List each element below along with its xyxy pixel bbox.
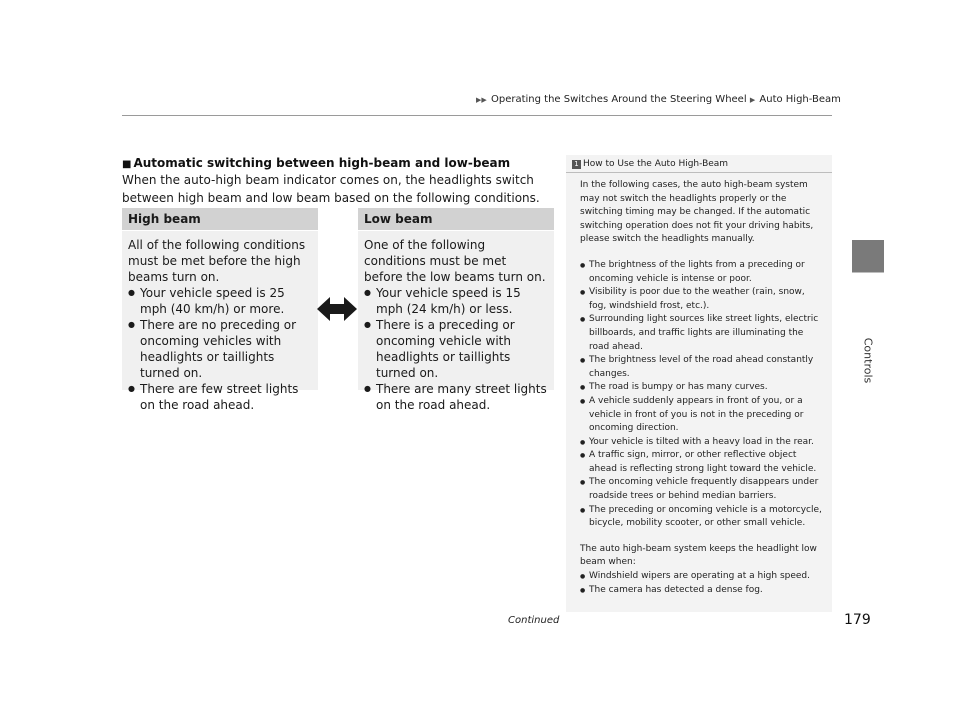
list-item: ● A vehicle suddenly appears in front of you, or a vehicle in front of you is not in the preceding or oncoming direction. — [580, 395, 822, 436]
list-item: ● The brightness level of the road ahead constantly changes. — [580, 354, 822, 381]
header-divider — [122, 115, 832, 116]
notes-title: How to Use the Auto High-Beam — [583, 159, 729, 169]
list-item: ● Surrounding light sources like street lights, electric billboards, and traffic lights are illuminating the road ahead. — [580, 313, 822, 354]
list-item: ● There are no preceding or oncoming vehicles with headlights or taillights turned on. — [128, 317, 312, 381]
breadcrumb-arrow-icon: ▶ — [749, 96, 756, 104]
list-item: ● Windshield wipers are operating at a high speed. — [580, 570, 822, 584]
section-heading-text: Automatic switching between high-beam and low-beam — [133, 156, 511, 170]
list-item: ● The camera has detected a dense fog. — [580, 584, 822, 598]
notes-outro: The auto high-beam system keeps the headlight low beam when: — [580, 543, 817, 568]
low-beam-lead: One of the following conditions must be met before the low beams turn on. — [364, 238, 546, 284]
page-number: 179 — [844, 612, 871, 628]
list-item: ● Your vehicle speed is 25 mph (40 km/h) or more. — [128, 285, 312, 317]
high-beam-list — [128, 285, 312, 413]
list-item: ● There are few street lights on the road ahead. — [128, 381, 312, 413]
chapter-label-text: Controls — [861, 337, 875, 383]
high-beam-conditions — [122, 231, 318, 412]
chapter-tab — [852, 240, 884, 272]
breadcrumb-arrow-icon: ▶▶ — [476, 96, 487, 104]
notes-list — [580, 259, 822, 531]
list-item: ● A traffic sign, mirror, or other reflective object ahead is reflecting strong light toward the vehicle. — [580, 449, 822, 476]
notes-outro-list — [580, 570, 822, 597]
breadcrumb-topic[interactable]: Auto High-Beam — [759, 94, 841, 105]
notes-content — [566, 173, 832, 597]
notes-header[interactable] — [566, 155, 832, 173]
list-item: ● There are many street lights on the road ahead. — [364, 381, 548, 413]
high-beam-header — [122, 208, 318, 230]
section-heading — [122, 156, 510, 170]
list-item: ● Your vehicle speed is 15 mph (24 km/h) or less. — [364, 285, 548, 317]
list-item: ● The road is bumpy or has many curves. — [580, 381, 822, 395]
notes-intro: In the following cases, the auto high-beam system may not switch the headlights properly or the switching timing may be changed. If the automatic switching operation does not fit your driving habits, please switch the headlights manually. — [580, 180, 814, 245]
continued-label: Continued — [508, 615, 560, 626]
list-item: ● The brightness of the lights from a preceding or oncoming vehicle is intense or poor. — [580, 259, 822, 286]
breadcrumb-section[interactable]: Operating the Switches Around the Steering Wheel — [490, 94, 747, 105]
section-intro: When the auto-high beam indicator comes on, the headlights switch between high beam and low beam based on the following conditions. — [122, 173, 540, 205]
high-beam-lead: All of the following conditions must be met before the high beams turn on. — [128, 238, 306, 284]
list-item: ● Your vehicle is tilted with a heavy load in the rear. — [580, 436, 822, 450]
list-item: ● Visibility is poor due to the weather (rain, snow, fog, windshield frost, etc.). — [580, 286, 822, 313]
square-bullet-icon: ■ — [122, 159, 132, 170]
chapter-label — [862, 330, 874, 390]
chapter-tab-divider — [852, 272, 884, 273]
notes-panel — [566, 155, 832, 612]
note-number-icon: 1 — [572, 160, 581, 169]
double-arrow-icon — [317, 296, 357, 322]
high-beam-title: High beam — [128, 212, 201, 226]
low-beam-title: Low beam — [364, 212, 433, 226]
low-beam-conditions — [358, 231, 554, 412]
list-item: ● The oncoming vehicle frequently disappears under roadside trees or behind median barriers. — [580, 476, 822, 503]
breadcrumb — [476, 94, 841, 105]
low-beam-header — [358, 208, 554, 230]
low-beam-list — [364, 285, 548, 413]
list-item: ● The preceding or oncoming vehicle is a motorcycle, bicycle, mobility scooter, or other small vehicle. — [580, 504, 822, 531]
list-item: ● There is a preceding or oncoming vehicle with headlights or taillights turned on. — [364, 317, 548, 381]
